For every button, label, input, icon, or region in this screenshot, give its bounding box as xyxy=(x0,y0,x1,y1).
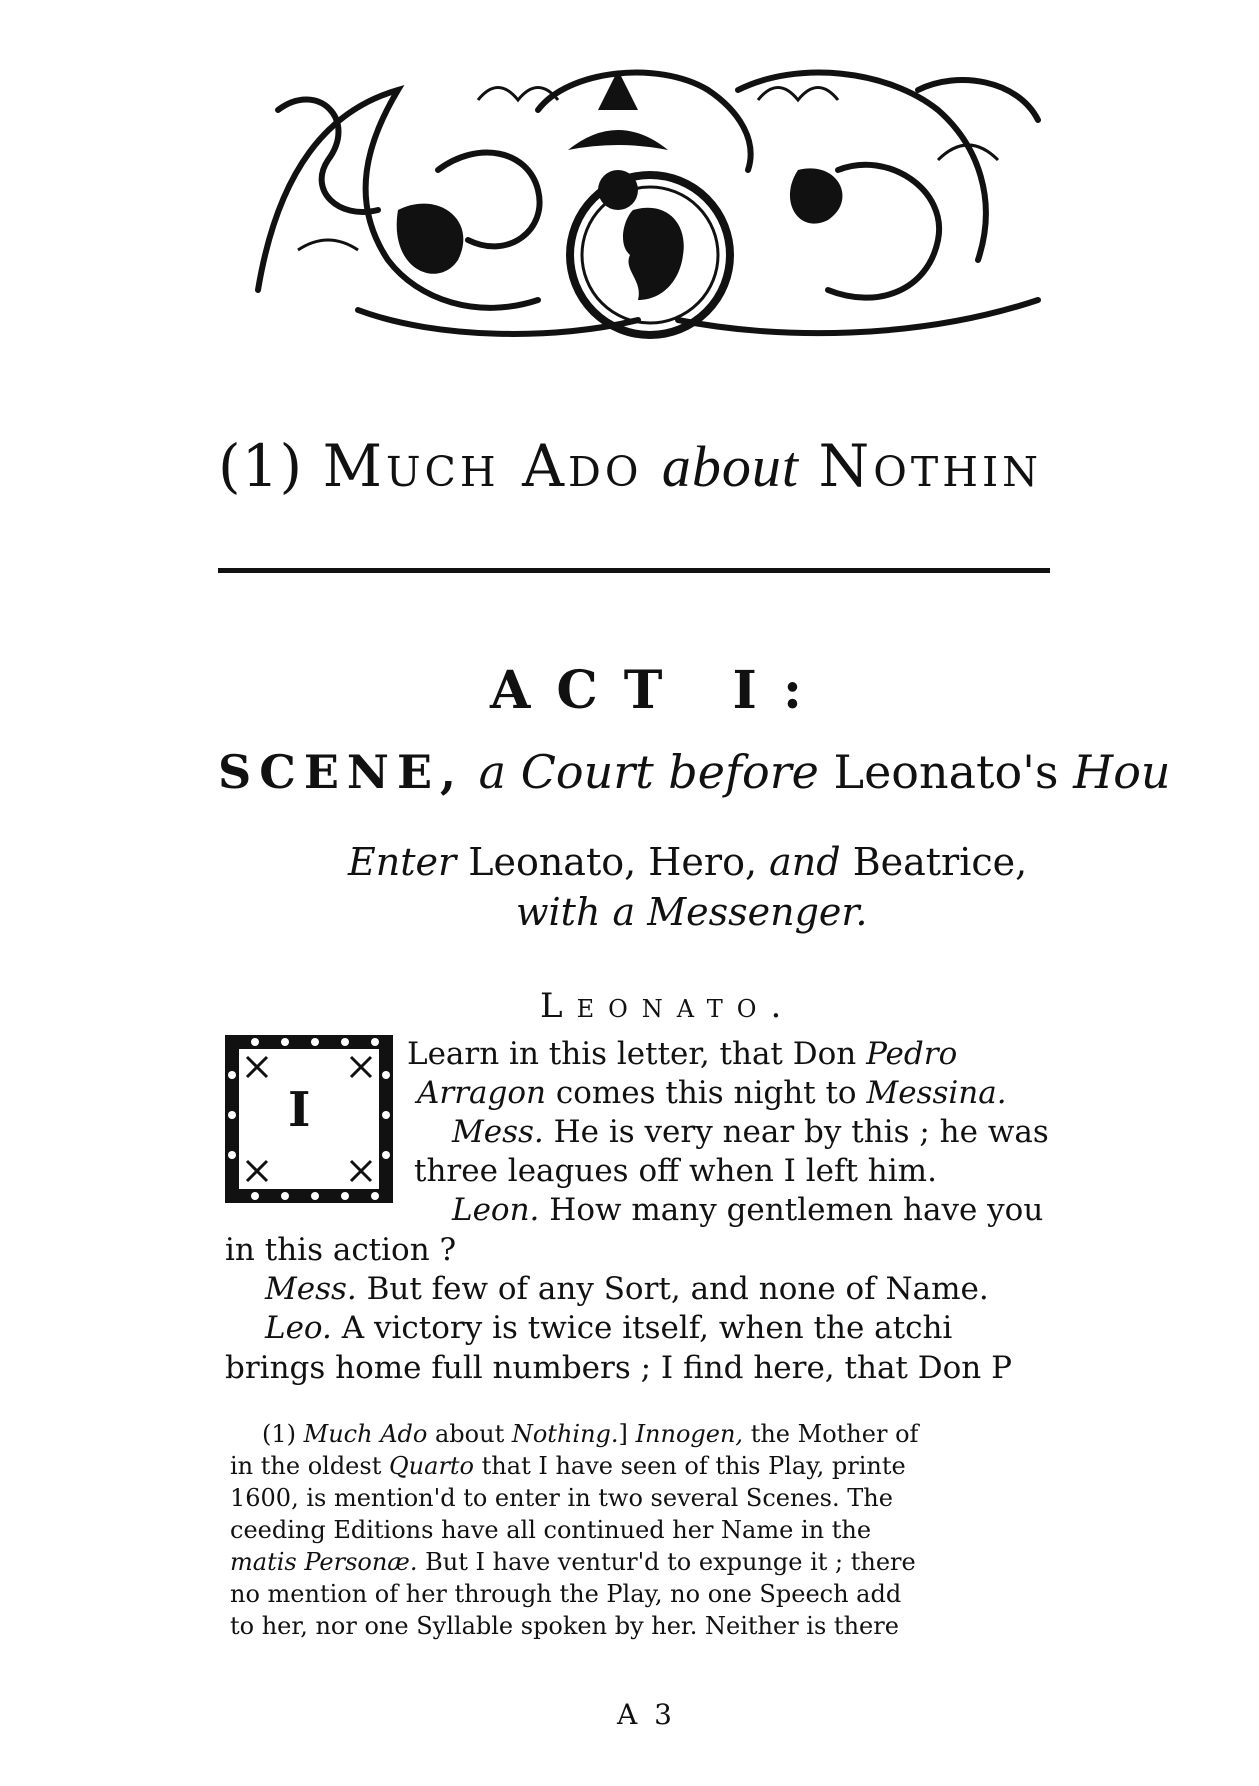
fn-text: ceeding Editions have all continued her Name in the xyxy=(230,1516,872,1544)
text-line xyxy=(265,1271,989,1307)
scene-heading xyxy=(218,745,1171,799)
line-speaker: Leo. xyxy=(265,1310,332,1346)
footnote-line xyxy=(230,1548,916,1576)
title-number: (1) xyxy=(218,432,304,500)
title-rule xyxy=(218,568,1050,573)
line-text: A victory is twice itself, when the atchi xyxy=(341,1310,953,1346)
fn-text: ] xyxy=(618,1420,628,1448)
play-title xyxy=(218,432,1042,500)
scene-house: Hou xyxy=(1073,745,1171,799)
fn-italic: Innogen, xyxy=(635,1420,744,1448)
fn-text: 1600, is mention'd to enter in two several Scenes. The xyxy=(230,1484,893,1512)
fn-text: in the oldest xyxy=(230,1452,382,1480)
fn-text: the Mother of xyxy=(750,1420,919,1448)
line-place: Messina. xyxy=(866,1075,1007,1111)
line-text: He is very near by this ; he was xyxy=(553,1114,1049,1150)
drop-cap-letter: I xyxy=(288,1082,311,1138)
footnote-line xyxy=(230,1516,871,1544)
stage-direction xyxy=(348,840,1027,884)
text-line xyxy=(452,1192,1043,1228)
text-line xyxy=(414,1153,937,1189)
text-line xyxy=(225,1232,456,1268)
fn-text: But I have ventur'd to expunge it ; there xyxy=(425,1548,916,1576)
fn-text: no mention of her through the Play, no one Speech add xyxy=(230,1580,902,1608)
text-line xyxy=(452,1114,1049,1150)
fn-text: (1) xyxy=(262,1420,296,1448)
scene-name: Leonato's xyxy=(833,745,1059,799)
stage-direction-with xyxy=(516,890,867,934)
speaker-name: Leonato. xyxy=(540,986,796,1026)
ornamental-headpiece xyxy=(238,50,1050,355)
footnote-line xyxy=(230,1580,901,1608)
fn-italic: Nothing. xyxy=(511,1420,619,1448)
fn-text: to her, nor one Syllable spoken by her. Neither is there xyxy=(230,1612,899,1640)
stage-enter: Enter xyxy=(348,840,457,884)
title-part2: about xyxy=(661,434,800,499)
footnote-line xyxy=(230,1452,906,1480)
stage-with: with a Messenger. xyxy=(516,890,868,934)
line-place: Arragon xyxy=(417,1075,546,1111)
act-heading: ACT I: xyxy=(490,660,829,721)
signature-mark: A 3 xyxy=(617,1698,676,1731)
footnote-line xyxy=(230,1612,899,1640)
fn-italic: Much Ado xyxy=(303,1420,428,1448)
line-text: How many gentlemen have you xyxy=(549,1192,1044,1228)
footnote-line xyxy=(230,1484,893,1512)
fn-italic: matis Personæ. xyxy=(230,1548,418,1576)
line-speaker: Leon. xyxy=(452,1192,540,1228)
line-text: comes this night to xyxy=(555,1075,857,1111)
fn-text: that I have seen of this Play, printe xyxy=(481,1452,906,1480)
text-line xyxy=(265,1310,952,1346)
text-line xyxy=(407,1036,957,1072)
fn-text: about xyxy=(434,1420,505,1448)
fn-italic: Quarto xyxy=(389,1452,475,1480)
text-line xyxy=(417,1075,1007,1111)
line-text: three leagues off when I left him. xyxy=(414,1153,937,1189)
stage-and: and xyxy=(769,840,841,884)
line-text: brings home full numbers ; I find here, that Don P xyxy=(225,1350,1012,1386)
line-name: Pedro xyxy=(866,1036,958,1072)
text-line xyxy=(225,1350,1012,1386)
line-text: Learn in this letter, that Don xyxy=(407,1036,857,1072)
line-speaker: Mess. xyxy=(265,1271,357,1307)
scene-location: a Court before xyxy=(478,745,819,799)
stage-names1: Leonato, Hero, xyxy=(468,840,758,884)
line-text: But few of any Sort, and none of Name. xyxy=(366,1271,989,1307)
stage-names2: Beatrice, xyxy=(852,840,1028,884)
title-part3: Nothin xyxy=(818,432,1043,500)
line-text: in this action ? xyxy=(225,1232,457,1268)
scene-label: SCENE, xyxy=(218,745,465,799)
title-part1: Much Ado xyxy=(322,432,643,500)
line-speaker: Mess. xyxy=(452,1114,544,1150)
footnote-line xyxy=(262,1420,918,1448)
